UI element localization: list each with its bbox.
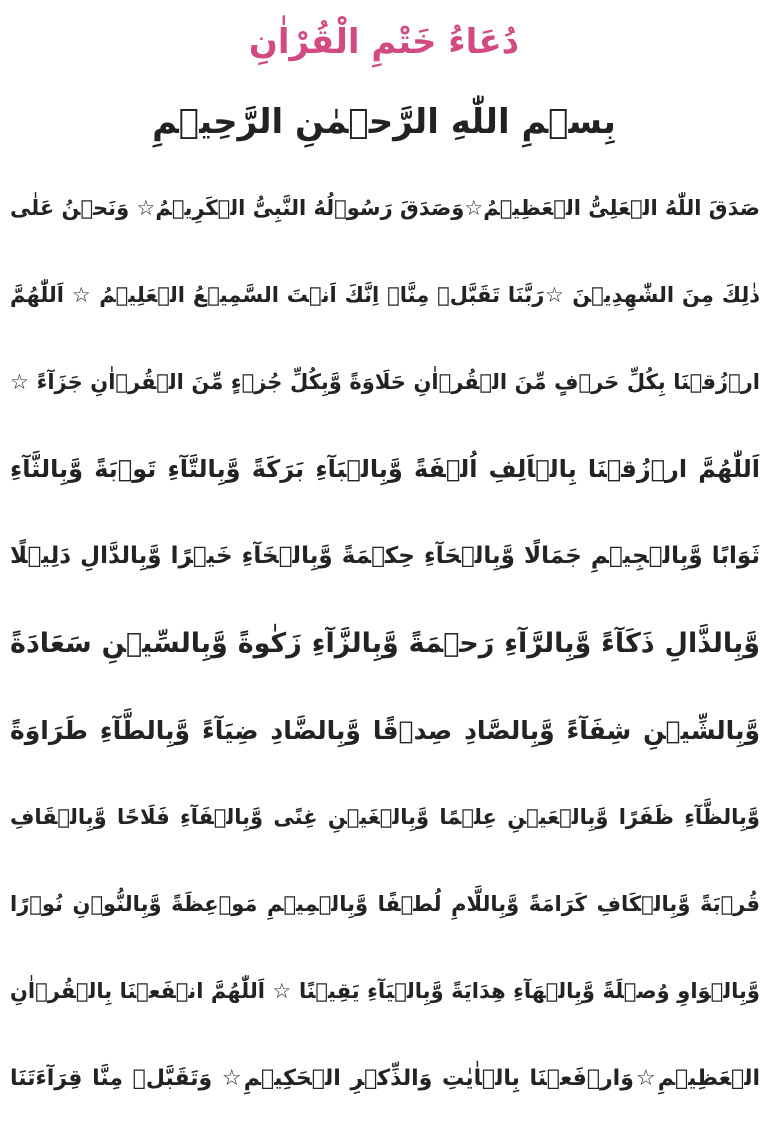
text-line: وَّبِالذَّالِ ذَكَآءً وَّبِالرَّآءِ رَحۡمَةً وَّبِالزَّآءِ زَكٰوةً وَّبِالسِّیۡنِ سَعَادَةً [10, 628, 760, 659]
text-line: قُرۡبَةً وَّبِالۡكَافِ كَرَامَةً وَّبِاللَّامِ لُطۡفًا وَّبِالۡمِیۡمِ مَوۡعِظَةً وَّبِالنُّوۡنِ نُوۡرًا [10, 892, 760, 916]
text-line: ارۡزُقۡنَا بِكُلِّ حَرۡفٍ مِّنَ الۡقُرۡاٰنِ حَلَاوَةً وَّبِكُلِّ جُزۡءٍ مِّنَ الۡقُرۡاٰنِ جَزَآءً ☆ [10, 370, 760, 394]
text-line: وَّبِالشِّیۡنِ شِفَآءً وَّبِالصَّادِ صِدۡقًا وَّبِالضَّادِ ضِیَآءً وَّبِالطَّآءِ طَرَاوَةً [10, 716, 760, 745]
text-line: اَللّٰهُمَّ ارۡزُقۡنَا بِالۡاَلِفِ اُلۡفَةً وَّبِالۡبَآءِ بَرَكَةً وَّبِالتَّآءِ تَوۡبَةً وَّبِالثَّآءِ [10, 455, 760, 483]
text-line: وَّبِالظَّآءِ ظَفَرًا وَّبِالۡعَیۡنِ عِلۡمًا وَّبِالۡغَیۡنِ غِنًی وَّبِالۡفَآءِ فَلَاحًا وَّبِالۡقَافِ [10, 805, 760, 829]
prayer-text [10, 165, 760, 1122]
page-title: دُعَاءُ خَتْمِ الْقُرْاٰنِ [248, 22, 520, 62]
text-line: وَّبِالۡوَاوِ وُصۡلَةً وَّبِالۡهَآءِ هِدَایَةً وَّبِالۡیَآءِ یَقِیۡنًا ☆ اَللّٰهُمَّ انۡفَعۡنَا بِالۡقُرۡاٰنِ [10, 979, 760, 1003]
text-line: ثَوَابًا وَّبِالۡجِیۡمِ جَمَالًا وَّبِالۡحَآءِ حِكۡمَةً وَّبِالۡخَآءِ خَیۡرًا وَّبِالدَّالِ دَلِیۡلًا [10, 543, 760, 569]
text-line: صَدَقَ اللّٰهُ الۡعَلِیُّ الۡعَظِیۡمُ☆وَصَدَقَ رَسُوۡلُهُ النَّبِیُّ الۡكَرِیۡمُ☆ وَنَحۡنُ عَلٰی [10, 196, 760, 220]
text-line: ذٰلِكَ مِنَ الشّٰهِدِیۡنَ ☆رَبَّنَا تَقَبَّلۡ مِنَّاۤ اِنَّكَ اَنۡتَ السَّمِیۡعُ الۡعَلِیۡمُ ☆ اَللّٰهُمَّ [10, 283, 760, 307]
text-line: الۡعَظِیۡمِ☆وَارۡفَعۡنَا بِالۡاٰیٰتِ وَالذِّكۡرِ الۡحَكِیۡمِ☆ وَتَقَبَّلۡ مِنَّا قِرَآءَتَنَا [10, 1066, 760, 1091]
basmala-heading: بِسۡمِ اللّٰهِ الرَّحۡمٰنِ الرَّحِيۡمِ [152, 102, 616, 142]
